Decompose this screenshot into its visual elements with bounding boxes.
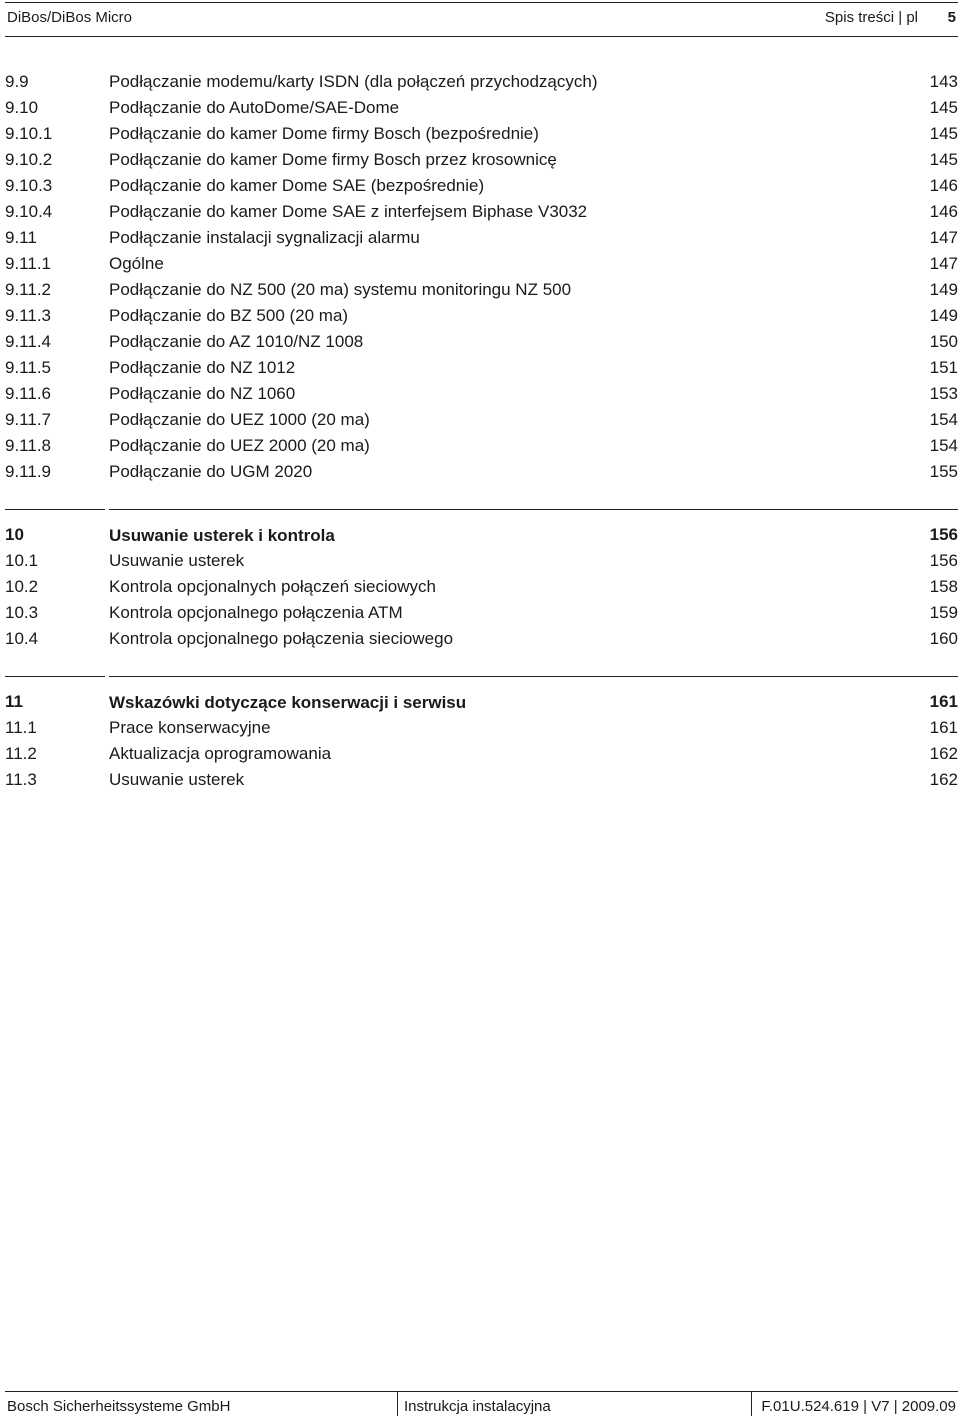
toc-entry-title: Podłączanie do UGM 2020 <box>109 462 313 481</box>
toc-entry-number: 10.4 <box>5 629 39 648</box>
toc-row[interactable] <box>5 199 958 225</box>
toc-entry-page: 147 <box>929 228 958 247</box>
toc-row[interactable] <box>5 69 958 95</box>
toc-entry-page: 158 <box>929 577 958 596</box>
toc-entry-title: Podłączanie do kamer Dome SAE z interfejsem Biphase V3032 <box>109 202 588 221</box>
toc-entry-number: 9.11.7 <box>5 410 52 429</box>
toc-entry-page: 159 <box>929 603 958 622</box>
toc-entry-title: Prace konserwacyjne <box>109 718 271 737</box>
toc-entry-number: 9.11.3 <box>5 306 52 325</box>
toc-entry-title: Usuwanie usterek i kontrola <box>109 509 958 549</box>
toc-entry-number: 11.2 <box>5 744 37 763</box>
toc-row[interactable] <box>5 95 958 121</box>
toc-entry-number: 10.2 <box>5 577 39 596</box>
toc-entry-title: Podłączanie do kamer Dome firmy Bosch (bezpośrednie) <box>109 124 539 143</box>
footer-divider <box>397 1392 398 1416</box>
toc-entry-number: 9.9 <box>5 72 29 91</box>
toc-entry-page: 156 <box>929 525 958 544</box>
toc-entry-number: 10 <box>5 525 24 544</box>
toc-entry-number: 11.3 <box>5 770 37 789</box>
toc-entry-number: 9.11.2 <box>5 280 52 299</box>
toc-row[interactable] <box>5 381 958 407</box>
toc-entry-title: Podłączanie do UEZ 1000 (20 ma) <box>109 410 370 429</box>
toc-entry-title: Podłączanie do kamer Dome SAE (bezpośrednie) <box>109 176 485 195</box>
toc-row[interactable] <box>5 329 958 355</box>
toc-entry-page: 154 <box>929 436 958 455</box>
toc-entry-title: Podłączanie do AZ 1010/NZ 1008 <box>109 332 364 351</box>
toc-entry-page: 155 <box>929 462 958 481</box>
toc-entry-page: 156 <box>929 551 958 570</box>
toc-entry-number: 10.3 <box>5 603 39 622</box>
toc-entry-page: 145 <box>929 124 958 143</box>
toc-row[interactable] <box>5 741 958 767</box>
toc-entry-page: 150 <box>929 332 958 351</box>
toc-entry-number: 10.1 <box>5 551 39 570</box>
toc-row[interactable] <box>5 574 958 600</box>
toc-row[interactable] <box>5 147 958 173</box>
toc-entry-title: Kontrola opcjonalnych połączeń sieciowych <box>109 577 436 596</box>
toc-entry-number: 9.11.1 <box>5 254 52 273</box>
toc-row[interactable] <box>5 277 958 303</box>
toc-entry-number: 9.11.5 <box>5 358 52 377</box>
document-title: DiBos/DiBos Micro <box>7 9 133 26</box>
toc-row[interactable] <box>5 225 958 251</box>
toc-entry-page: 145 <box>929 150 958 169</box>
toc-entry-title: Podłączanie modemu/karty ISDN (dla połączeń przychodzących) <box>109 72 598 91</box>
toc-entry-number: 9.11 <box>5 228 37 247</box>
toc-entry-page: 162 <box>929 770 958 789</box>
toc-entry-page: 149 <box>929 306 958 325</box>
toc-entry-page: 160 <box>929 629 958 648</box>
chapter-rule <box>5 676 105 677</box>
page-footer <box>5 1391 958 1418</box>
toc-entry-title: Usuwanie usterek <box>109 770 245 789</box>
toc-entry-title: Usuwanie usterek <box>109 551 245 570</box>
toc-entry-page: 145 <box>929 98 958 117</box>
toc-entry-page: 146 <box>929 176 958 195</box>
toc-row[interactable] <box>5 121 958 147</box>
toc-row[interactable] <box>5 715 958 741</box>
toc-entry-page: 149 <box>929 280 958 299</box>
toc-row[interactable] <box>5 303 958 329</box>
toc-entry-page: 161 <box>929 692 958 711</box>
footer-document-type: Instrukcja instalacyjna <box>404 1398 551 1415</box>
toc-row[interactable] <box>5 355 958 381</box>
toc-entry-page: 143 <box>929 72 958 91</box>
toc-entry-title: Podłączanie do BZ 500 (20 ma) <box>109 306 349 325</box>
toc-row[interactable] <box>5 173 958 199</box>
toc-entry-number: 9.11.9 <box>5 462 52 481</box>
toc-entry-title: Podłączanie do UEZ 2000 (20 ma) <box>109 436 370 455</box>
toc-entry-page: 147 <box>929 254 958 273</box>
toc-entry-number: 9.11.6 <box>5 384 52 403</box>
toc-entry-page: 153 <box>929 384 958 403</box>
toc-entry-number: 9.10.2 <box>5 150 53 169</box>
toc-entry-number: 9.10.1 <box>5 124 53 143</box>
toc-entry-title: Kontrola opcjonalnego połączenia sieciowego <box>109 629 454 648</box>
toc-row[interactable] <box>5 767 958 793</box>
toc-entry-title: Podłączanie do AutoDome/SAE-Dome <box>109 98 400 117</box>
footer-document-reference: F.01U.524.619 | V7 | 2009.09 <box>761 1398 956 1415</box>
toc-entry-number: 9.11.8 <box>5 436 52 455</box>
toc-entry-number: 9.10.3 <box>5 176 53 195</box>
toc-entry-title: Podłączanie do kamer Dome firmy Bosch przez krosownicę <box>109 150 557 169</box>
toc-entry-title: Wskazówki dotyczące konserwacji i serwisu <box>109 676 958 716</box>
toc-entry-page: 154 <box>929 410 958 429</box>
toc-entry-title: Podłączanie do NZ 1012 <box>109 358 296 377</box>
toc-row[interactable] <box>5 251 958 277</box>
chapter-rule <box>5 509 105 510</box>
toc-row[interactable] <box>5 433 958 459</box>
footer-company: Bosch Sicherheitssysteme GmbH <box>7 1398 231 1415</box>
toc-chapter-row[interactable] <box>5 689 958 715</box>
page-header <box>5 2 958 37</box>
toc-entry-title: Kontrola opcjonalnego połączenia ATM <box>109 603 403 622</box>
toc-entry-number: 9.11.4 <box>5 332 52 351</box>
section-label: Spis treści | pl <box>824 9 918 26</box>
toc-entry-number: 11 <box>5 692 23 711</box>
toc-entry-page: 161 <box>929 718 958 737</box>
toc-row[interactable] <box>5 600 958 626</box>
toc-entry-number: 9.10 <box>5 98 39 117</box>
toc-entry-page: 146 <box>929 202 958 221</box>
toc-entry-title: Aktualizacja oprogramowania <box>109 744 332 763</box>
toc-entry-page: 162 <box>929 744 958 763</box>
toc-entry-title: Podłączanie do NZ 1060 <box>109 384 296 403</box>
toc-entry-number: 9.10.4 <box>5 202 53 221</box>
toc-entry-title: Podłączanie instalacji sygnalizacji alarmu <box>109 228 420 247</box>
toc-entry-number: 11.1 <box>5 718 37 737</box>
page-number: 5 <box>947 9 956 26</box>
toc-row[interactable] <box>5 548 958 574</box>
footer-divider <box>751 1392 752 1416</box>
toc-row[interactable] <box>5 626 958 652</box>
toc-row[interactable] <box>5 407 958 433</box>
toc-entry-title: Podłączanie do NZ 500 (20 ma) systemu monitoringu NZ 500 <box>109 280 572 299</box>
toc-chapter-row[interactable] <box>5 522 958 548</box>
toc-row[interactable] <box>5 459 958 485</box>
toc-entry-page: 151 <box>929 358 958 377</box>
toc-entry-title: Ogólne <box>109 254 164 273</box>
